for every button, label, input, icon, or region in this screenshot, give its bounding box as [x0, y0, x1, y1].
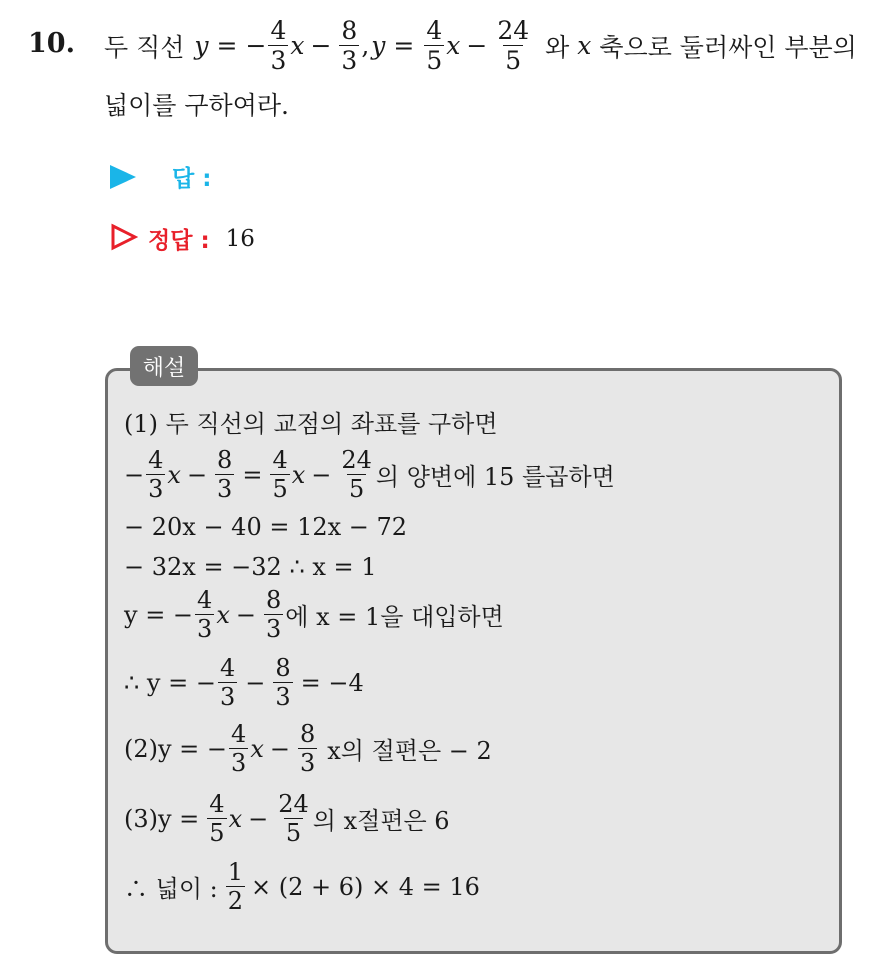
solution-line-8: (3)y = $\frac{4}{5}$ x − $\frac{24}{5}$ 의 x절편은 6: [124, 790, 450, 847]
eq1-lhs: y: [194, 31, 209, 60]
correct-answer-value: 16: [225, 225, 255, 252]
solution-line-5: y = − $\frac{4}{3}$ x − $\frac{8}{3}$ 에 x = 1을 대입하면: [124, 586, 504, 643]
eq1-x: x: [290, 31, 305, 60]
solution-line-2: − $\frac{4}{3}$ x − $\frac{8}{3}$ = $\frac{4}{5}$ x − $\frac{24}{5}$ 의 양변에 15 를곱하면: [124, 446, 615, 503]
eq2-fraction-2: $\frac{24}{5}$: [497, 16, 530, 75]
problem-number: 10.: [28, 28, 75, 59]
eq2-lhs: y: [371, 31, 386, 60]
eq1-equals: =: [216, 31, 238, 60]
eq-separator: ,: [361, 31, 370, 60]
correct-answer-label: 정답 :: [148, 228, 210, 254]
eq1-minus: −: [245, 31, 267, 60]
problem-post: 축으로 둘러싸인 부분의: [599, 32, 857, 62]
eq2-equals: =: [393, 31, 415, 60]
eq1-fraction-2: $\frac{8}{3}$: [341, 16, 358, 75]
correct-answer-row: [110, 222, 255, 255]
problem-statement-line1: [104, 18, 857, 73]
solution-line-1: (1) 두 직선의 교점의 좌표를 구하면: [124, 410, 498, 438]
eq1-op: −: [310, 31, 332, 60]
outline-arrow-icon: [110, 223, 138, 255]
solution-line-7: (2)y = − $\frac{4}{3}$ x − $\frac{8}{3}$ x의 절편은 − 2: [124, 720, 492, 777]
eq1-fraction-1: $\frac{4}{3}$: [270, 16, 287, 75]
x-axis-var: x: [577, 31, 592, 60]
play-arrow-icon: [110, 165, 136, 189]
solution-line-6: ∴ y = − $\frac{4}{3}$ − $\frac{8}{3}$ = −4: [124, 654, 364, 711]
eq2-fraction-1: $\frac{4}{5}$: [426, 16, 443, 75]
eq2-op: −: [466, 31, 488, 60]
solution-tag: 해설: [130, 346, 198, 386]
problem-mid: 와: [545, 32, 570, 62]
solution-line-3: − 20x − 40 = 12x − 72: [124, 513, 408, 541]
problem-statement-line2: 넓이를 구하여라.: [104, 91, 289, 120]
solution-line-4: − 32x = −32 ∴ x = 1: [124, 553, 377, 581]
eq2-x: x: [446, 31, 461, 60]
solution-line-9: ∴ 넓이 : $\frac{1}{2}$ × (2 + 6) × 4 = 16: [124, 858, 480, 915]
answer-row: [110, 160, 211, 193]
problem-pre: 두 직선: [104, 32, 185, 62]
answer-label: 답 :: [172, 166, 212, 192]
